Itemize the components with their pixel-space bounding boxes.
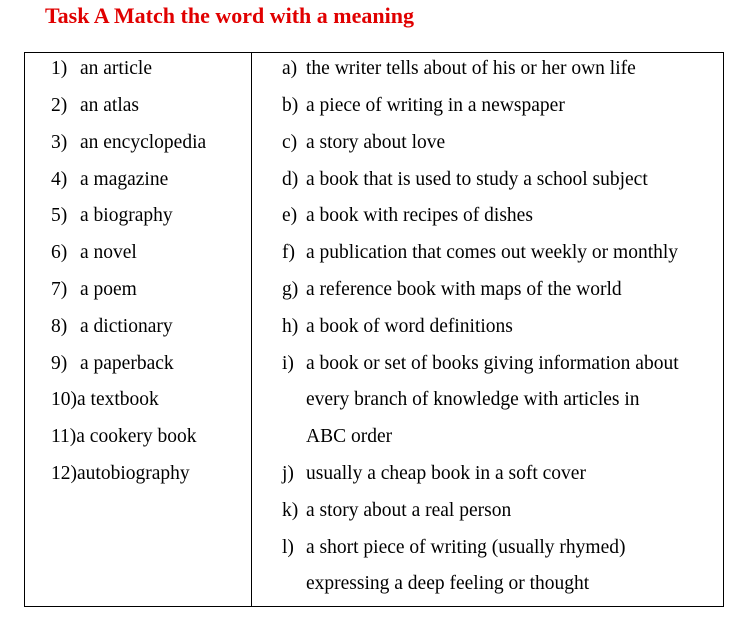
word-number: 2): [51, 95, 68, 116]
meaning-item: [282, 312, 513, 342]
meaning-text: a book of word definitions: [306, 316, 513, 337]
word-text: a cookery book: [76, 426, 197, 447]
meaning-text: the writer tells about of his or her own life: [306, 58, 636, 79]
meaning-text: a piece of writing in a newspaper: [306, 95, 565, 116]
meaning-continuation: expressing a deep feeling or thought: [306, 573, 590, 594]
word-text: a textbook: [77, 389, 159, 410]
meaning-text: a publication that comes out weekly or monthly: [306, 242, 679, 263]
matching-table: [24, 52, 724, 607]
word-number: 6): [51, 242, 68, 263]
meaning-item: [282, 349, 679, 379]
word-item: [51, 165, 168, 195]
meaning-letter: f): [282, 242, 295, 263]
meaning-item: [282, 91, 565, 121]
word-text: an article: [80, 58, 152, 79]
word-item: [51, 54, 152, 84]
word-text: a paperback: [80, 353, 174, 374]
word-text: an encyclopedia: [80, 132, 207, 153]
word-number: 8): [51, 316, 68, 337]
meaning-letter: h): [282, 316, 299, 337]
meaning-item: [282, 496, 511, 526]
word-text: a biography: [80, 205, 173, 226]
meaning-continuation: ABC order: [306, 426, 393, 447]
word-text: a novel: [80, 242, 137, 263]
word-number: 12): [51, 463, 77, 484]
word-text: a dictionary: [80, 316, 173, 337]
meaning-text: a story about love: [306, 132, 446, 153]
word-item: [51, 349, 174, 379]
meaning-letter: i): [282, 353, 294, 374]
meaning-letter: g): [282, 279, 299, 300]
word-number: 4): [51, 169, 68, 190]
meaning-item: [282, 533, 626, 563]
word-item: [51, 91, 139, 121]
meaning-text: a book with recipes of dishes: [306, 205, 533, 226]
word-text: an atlas: [80, 95, 140, 116]
meaning-letter: k): [282, 500, 299, 521]
word-item: [51, 238, 137, 268]
word-number: 11): [51, 426, 77, 447]
meaning-text: a book or set of books giving information about: [306, 353, 679, 374]
word-text: autobiography: [77, 463, 190, 484]
meaning-text: a story about a real person: [306, 500, 512, 521]
meaning-item: [282, 459, 586, 489]
word-item: [51, 459, 190, 489]
word-number: 5): [51, 205, 68, 226]
word-text: a poem: [80, 279, 137, 300]
word-text: a magazine: [80, 169, 169, 190]
word-number: 3): [51, 132, 68, 153]
meaning-item: [282, 54, 636, 84]
word-item: [51, 422, 197, 452]
word-number: 7): [51, 279, 68, 300]
meaning-item: [282, 165, 648, 195]
meaning-letter: j): [282, 463, 294, 484]
word-item: [51, 385, 159, 415]
meaning-item: [282, 238, 678, 268]
meaning-continuation: every branch of knowledge with articles in: [306, 389, 640, 410]
meaning-text: usually a cheap book in a soft cover: [306, 463, 586, 484]
meaning-item: [282, 128, 445, 158]
word-item: [51, 201, 173, 231]
word-number: 9): [51, 353, 68, 374]
meaning-item: [282, 275, 622, 305]
meaning-letter: a): [282, 58, 298, 79]
word-item: [51, 312, 173, 342]
meaning-letter: c): [282, 132, 298, 153]
word-item: [51, 275, 137, 305]
meaning-text: a book that is used to study a school subject: [306, 169, 648, 190]
column-divider: [251, 53, 252, 606]
meaning-letter: b): [282, 95, 299, 116]
task-title: Task A Match the word with a meaning: [45, 3, 414, 28]
meaning-text: a short piece of writing (usually rhymed): [306, 537, 626, 558]
meaning-letter: e): [282, 205, 298, 226]
meaning-letter: l): [282, 537, 294, 558]
word-number: 10): [51, 389, 77, 410]
meaning-item: [282, 201, 533, 231]
meaning-letter: d): [282, 169, 299, 190]
word-item: [51, 128, 206, 158]
meaning-text: a reference book with maps of the world: [306, 279, 622, 300]
word-number: 1): [51, 58, 68, 79]
